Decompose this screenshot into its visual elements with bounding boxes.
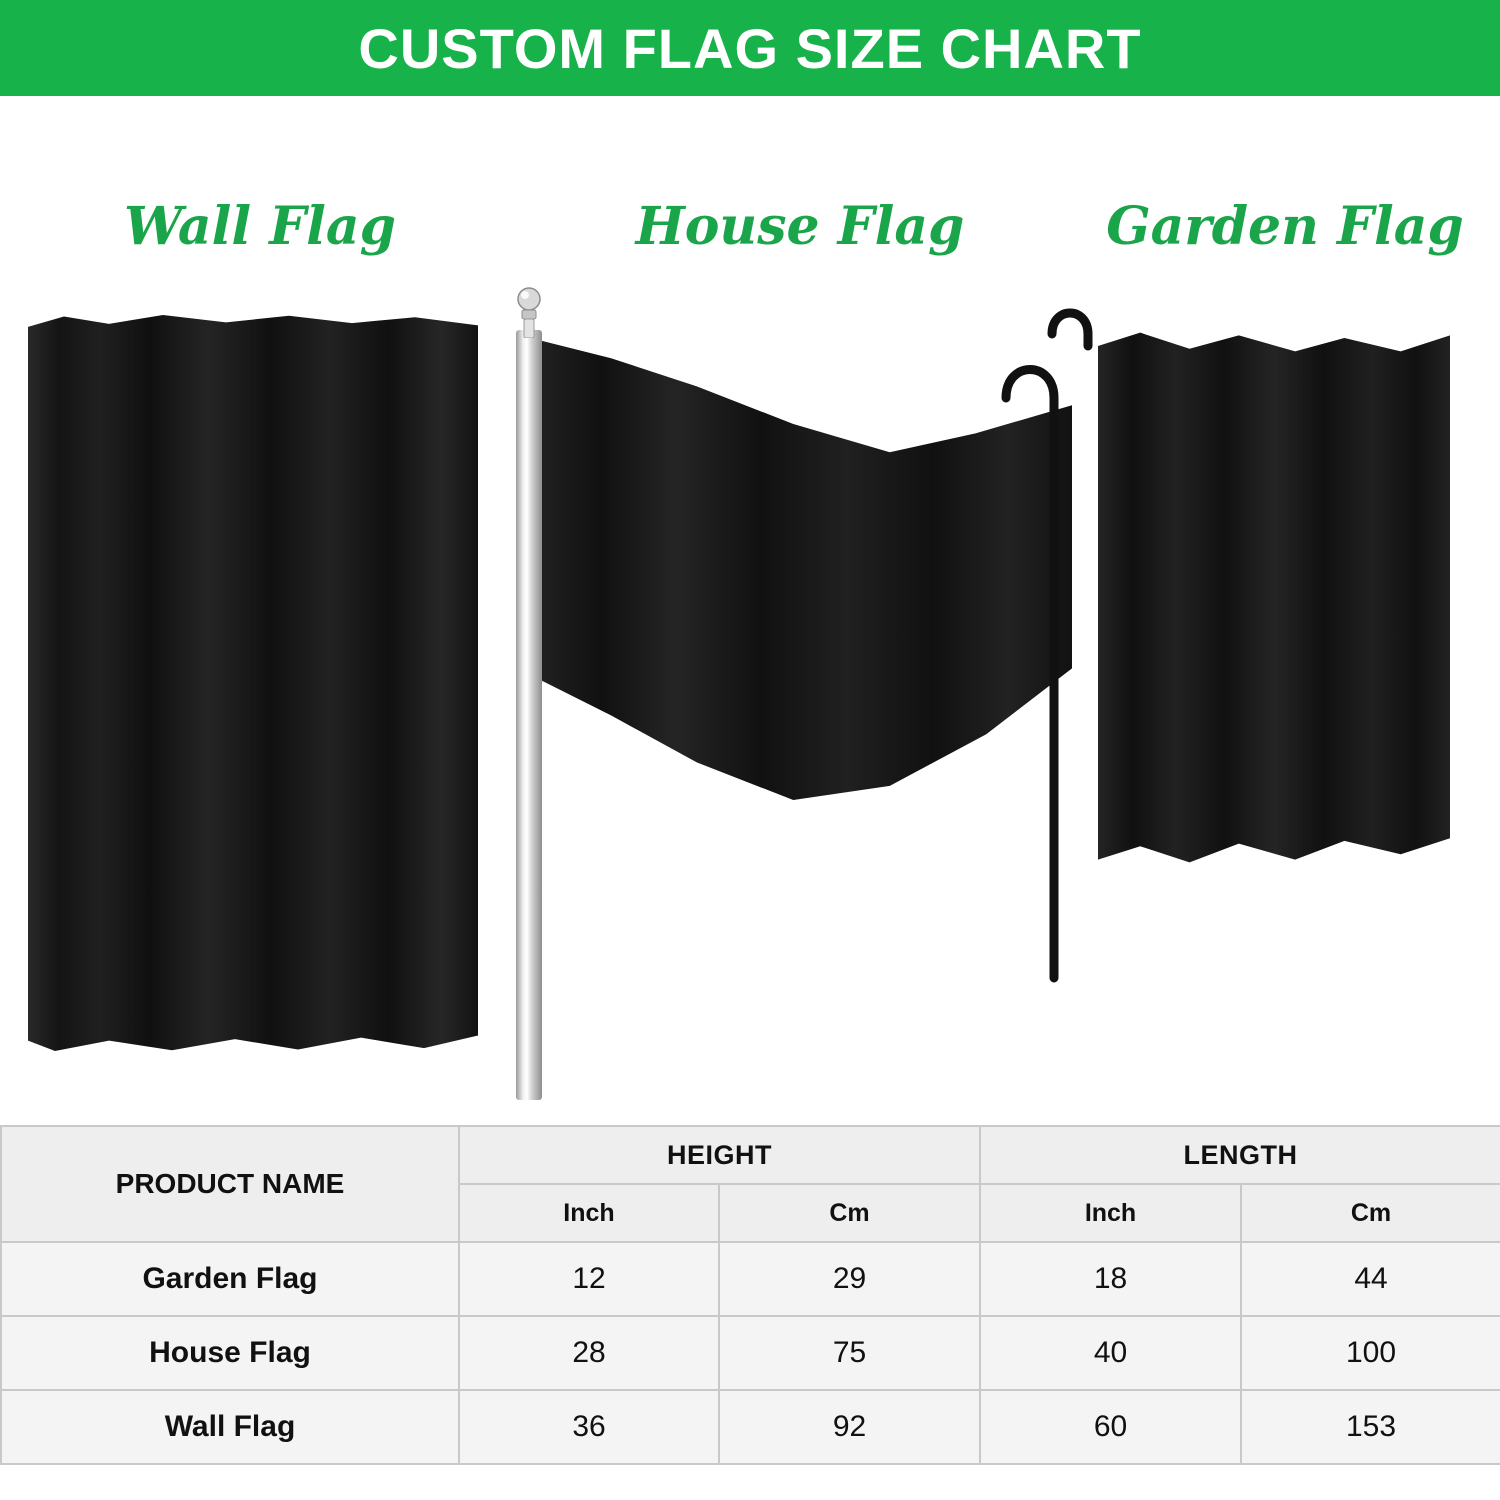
wall-flag-height-inch: 36 xyxy=(459,1390,719,1464)
wall-flag-length-inch: 60 xyxy=(980,1390,1241,1464)
row-name-wall-flag: Wall Flag xyxy=(1,1390,459,1464)
column-group-height: HEIGHT xyxy=(459,1126,980,1184)
wall-flag-length-cm: 153 xyxy=(1241,1390,1500,1464)
flagpole-icon xyxy=(516,330,542,1100)
subheader-height-inch: Inch xyxy=(459,1184,719,1242)
garden-flag-length-inch: 18 xyxy=(980,1242,1241,1316)
caption-house-flag: House Flag xyxy=(635,196,965,257)
garden-flag-height-cm: 29 xyxy=(719,1242,980,1316)
header-banner xyxy=(0,0,1500,96)
flagpole-finial-icon xyxy=(512,286,546,338)
house-flag-length-inch: 40 xyxy=(980,1316,1241,1390)
row-name-house-flag: House Flag xyxy=(1,1316,459,1390)
house-flag-height-inch: 28 xyxy=(459,1316,719,1390)
finial-svg xyxy=(512,286,546,338)
table-header-group-row xyxy=(1,1126,1500,1184)
row-name-garden-flag: Garden Flag xyxy=(1,1242,459,1316)
garden-flag-image xyxy=(1098,330,1450,865)
column-header-product-name: PRODUCT NAME xyxy=(1,1126,459,1242)
subheader-length-inch: Inch xyxy=(980,1184,1241,1242)
garden-flag-length-cm: 44 xyxy=(1241,1242,1500,1316)
garden-flag-stand-icon xyxy=(992,288,1112,988)
caption-wall-flag: Wall Flag xyxy=(124,196,396,257)
subheader-height-cm: Cm xyxy=(719,1184,980,1242)
house-flag-length-cm: 100 xyxy=(1241,1316,1500,1390)
table-row xyxy=(1,1242,1500,1316)
garden-stand-svg xyxy=(992,288,1112,988)
subheader-length-cm: Cm xyxy=(1241,1184,1500,1242)
wall-flag-height-cm: 92 xyxy=(719,1390,980,1464)
wall-flag-image xyxy=(28,312,478,1054)
garden-flag-height-inch: 12 xyxy=(459,1242,719,1316)
house-flag-height-cm: 75 xyxy=(719,1316,980,1390)
size-chart-table xyxy=(0,1125,1500,1465)
page-title: CUSTOM FLAG SIZE CHART xyxy=(358,16,1142,80)
table-row xyxy=(1,1316,1500,1390)
table-row xyxy=(1,1390,1500,1464)
column-group-length: LENGTH xyxy=(980,1126,1500,1184)
caption-garden-flag: Garden Flag xyxy=(1106,196,1464,257)
